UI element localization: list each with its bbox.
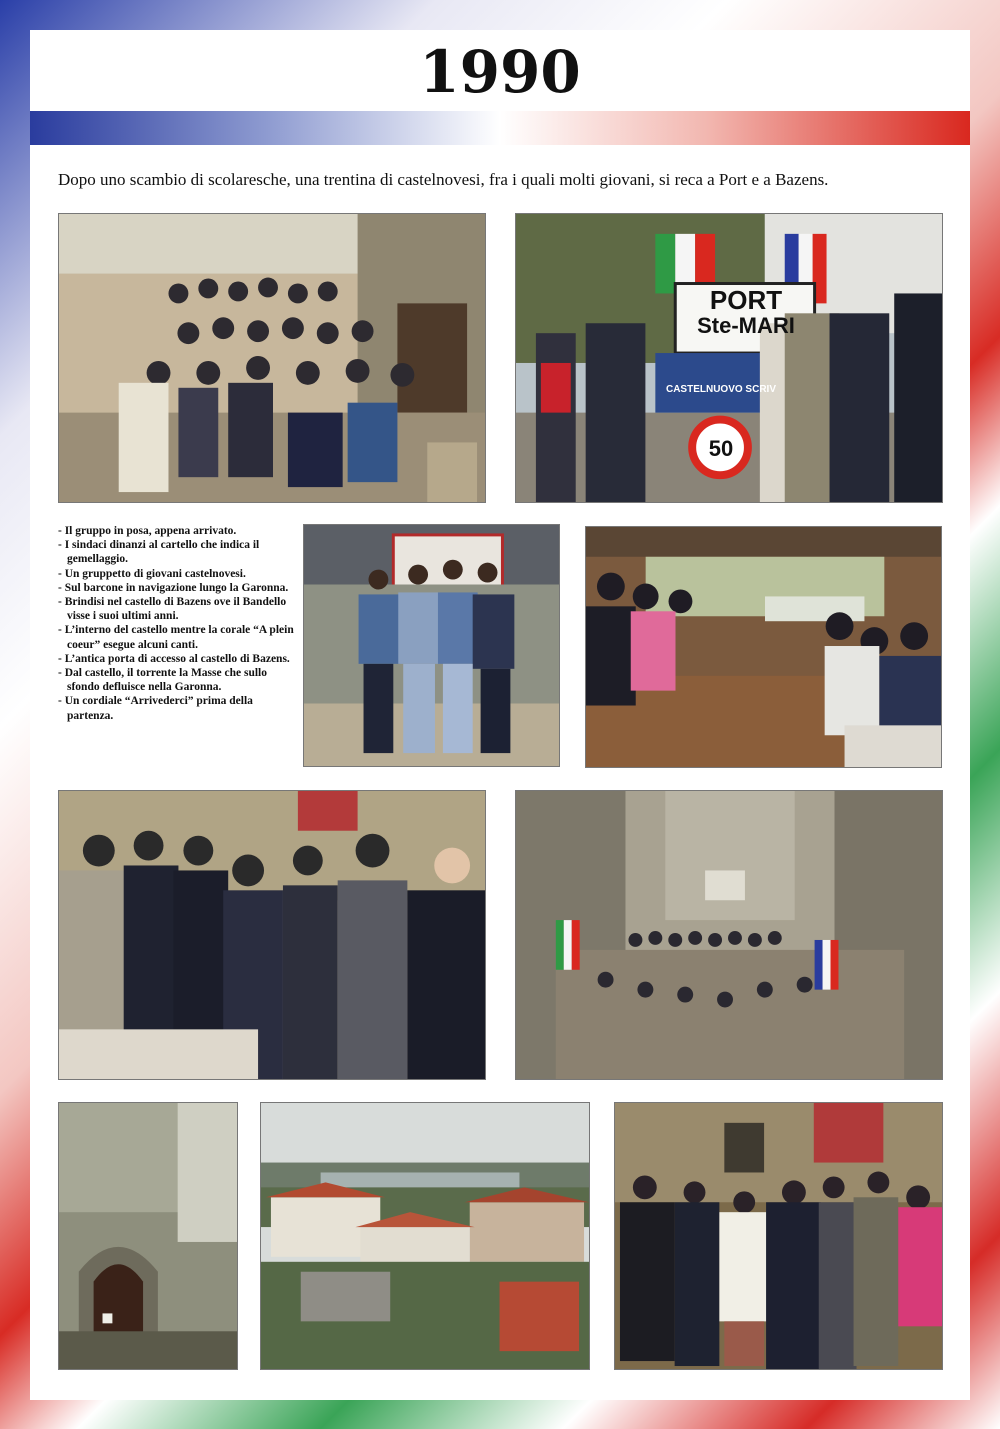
- photo-castle-door: [58, 1102, 238, 1370]
- photo-goodbye-group: [614, 1102, 943, 1370]
- caption-item: - Il gruppo in posa, appena arrivato.: [58, 525, 237, 537]
- tricolor-stripe: [30, 111, 970, 145]
- sign-town-name-2: Ste-MARI: [697, 313, 795, 338]
- sign-twin-town: CASTELNUOVO SCRIV: [665, 384, 776, 395]
- caption-item: - Un gruppetto di giovani castelnovesi.: [58, 567, 246, 580]
- caption-item: - Un cordiale “Arrivederci” prima della partenza.: [58, 695, 253, 722]
- sign-town-name: PORT: [709, 285, 783, 315]
- caption-item: - Sul barcone in navigazione lungo la Garonna.: [58, 581, 289, 594]
- photo-mayors-at-sign: [515, 213, 943, 503]
- caption-item: - I sindaci dinanzi al cartello che indica il gemellaggio.: [58, 539, 260, 566]
- caption-item: - Dal castello, il torrente la Masse che sullo sfondo defluisce nella Garonna.: [58, 667, 267, 694]
- photo-group-on-stairs: [58, 213, 486, 503]
- intro-text: Dopo uno scambio di scolaresche, una trentina di castelnovesi, fra i quali molti giovani, si reca a Port e a Bazens.: [58, 170, 829, 189]
- speed-limit-sign: 50: [708, 436, 734, 461]
- photo-captions: [58, 524, 298, 723]
- photo-boat-trip: [585, 526, 942, 768]
- caption-item: - Brindisi nel castello di Bazens ove il Bandello visse i suoi ultimi anni.: [58, 596, 287, 623]
- caption-item: - L’antica porta di accesso al castello di Bazens.: [58, 652, 290, 665]
- photo-castle-interior-choir: [515, 790, 943, 1080]
- photo-young-group: [303, 524, 560, 767]
- title-bar: [30, 33, 970, 111]
- photo-river-view: [260, 1102, 590, 1370]
- caption-item: - L’interno del castello mentre la corale “A plein coeur” esegue alcuni canti.: [58, 624, 294, 651]
- photo-toast-in-castle: [58, 790, 486, 1080]
- page-title: 1990: [419, 38, 581, 106]
